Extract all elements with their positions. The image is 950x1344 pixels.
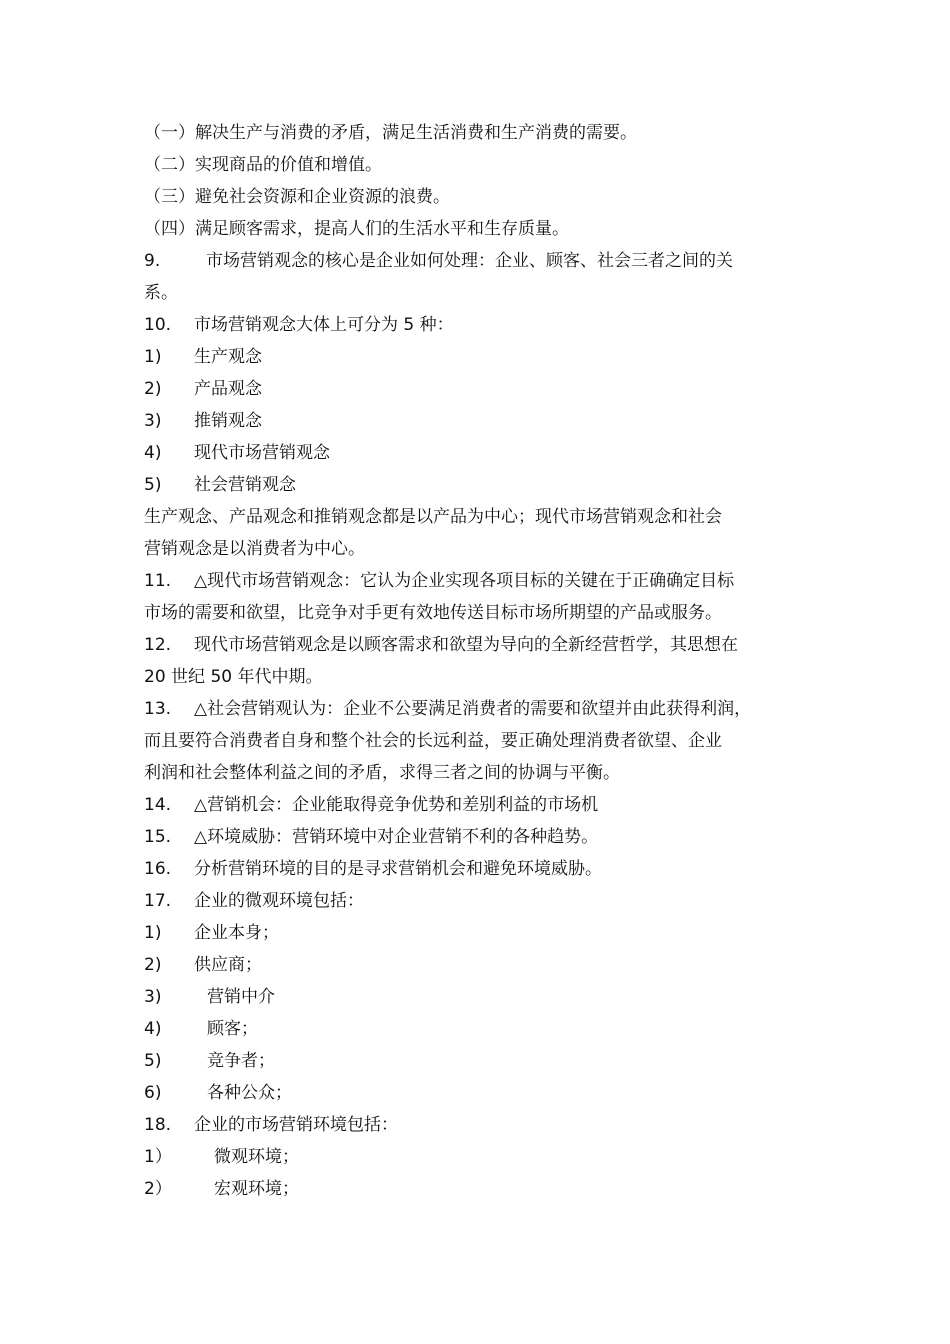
text-line xyxy=(144,501,824,533)
line-number: 18. xyxy=(144,1115,172,1135)
text-line xyxy=(144,533,824,565)
line-number: 1） xyxy=(144,1147,172,1167)
text-line xyxy=(144,117,824,149)
line-text: 生产观念、产品观念和推销观念都是以产品为中心；现代市场营销观念和社会 xyxy=(144,507,722,527)
text-line xyxy=(144,277,824,309)
line-number: 17. xyxy=(144,891,172,911)
line-text: △现代市场营销观念：它认为企业实现各项目标的关键在于正确确定目标 xyxy=(194,571,735,591)
line-number: 16. xyxy=(144,859,172,879)
line-text: 市场营销观念大体上可分为 5 种： xyxy=(194,315,454,335)
list-item xyxy=(144,405,824,437)
line-number: 2） xyxy=(144,1179,172,1199)
line-text: 供应商； xyxy=(194,955,262,975)
line-number: 14. xyxy=(144,795,172,815)
list-item xyxy=(144,1013,824,1045)
document-page xyxy=(144,117,824,1205)
line-number: 1) xyxy=(144,923,162,943)
line-number: 15. xyxy=(144,827,172,847)
text-line xyxy=(144,213,824,245)
line-text: 宏观环境； xyxy=(214,1179,299,1199)
line-text: 顾客； xyxy=(207,1019,258,1039)
line-number: 10. xyxy=(144,315,172,335)
line-text: 企业的微观环境包括： xyxy=(194,891,364,911)
line-text: 市场营销观念的核心是企业如何处理：企业、顾客、社会三者之间的关 xyxy=(206,251,733,271)
text-line xyxy=(144,181,824,213)
line-text: （一）解决生产与消费的矛盾，满足生活消费和生产消费的需要。 xyxy=(144,123,637,143)
line-text: 各种公众； xyxy=(207,1083,292,1103)
line-text: 推销观念 xyxy=(194,411,262,431)
line-text: 社会营销观念 xyxy=(194,475,296,495)
numbered-line xyxy=(144,1109,824,1141)
line-number: 11. xyxy=(144,571,172,591)
line-text: 竞争者； xyxy=(207,1051,275,1071)
line-number: 13. xyxy=(144,699,172,719)
line-number: 5) xyxy=(144,1051,162,1071)
line-text: （二）实现商品的价值和增值。 xyxy=(144,155,382,175)
list-item xyxy=(144,1077,824,1109)
line-text: 分析营销环境的目的是寻求营销机会和避免环境威胁。 xyxy=(194,859,602,879)
text-line xyxy=(144,661,824,693)
numbered-line xyxy=(144,629,824,661)
numbered-line xyxy=(144,885,824,917)
line-text: 企业本身； xyxy=(194,923,279,943)
line-text: 生产观念 xyxy=(194,347,262,367)
line-number: 1) xyxy=(144,347,162,367)
line-text: △环境威胁：营销环境中对企业营销不利的各种趋势。 xyxy=(194,827,599,847)
line-text: 市场的需要和欲望，比竞争对手更有效地传送目标市场所期望的产品或服务。 xyxy=(144,603,722,623)
line-number: 2) xyxy=(144,379,162,399)
numbered-line xyxy=(144,309,824,341)
numbered-line xyxy=(144,853,824,885)
line-text: 产品观念 xyxy=(194,379,262,399)
text-line xyxy=(144,149,824,181)
line-text: 营销观念是以消费者为中心。 xyxy=(144,539,365,559)
list-item xyxy=(144,1045,824,1077)
list-item xyxy=(144,949,824,981)
line-number: 3) xyxy=(144,411,162,431)
text-line xyxy=(144,757,824,789)
list-item xyxy=(144,917,824,949)
list-item xyxy=(144,1173,824,1205)
line-text: 微观环境； xyxy=(214,1147,299,1167)
list-item xyxy=(144,341,824,373)
text-line xyxy=(144,725,824,757)
numbered-line xyxy=(144,821,824,853)
line-number: 4) xyxy=(144,443,162,463)
line-number: 4) xyxy=(144,1019,162,1039)
line-text: （四）满足顾客需求，提高人们的生活水平和生存质量。 xyxy=(144,219,569,239)
line-number: 3) xyxy=(144,987,162,1007)
line-text: 利润和社会整体利益之间的矛盾，求得三者之间的协调与平衡。 xyxy=(144,763,620,783)
numbered-line xyxy=(144,245,824,277)
text-line xyxy=(144,597,824,629)
line-text: （三）避免社会资源和企业资源的浪费。 xyxy=(144,187,450,207)
line-text: 企业的市场营销环境包括： xyxy=(194,1115,398,1135)
line-text: 而且要符合消费者自身和整个社会的长远利益，要正确处理消费者欲望、企业 xyxy=(144,731,722,751)
numbered-line xyxy=(144,565,824,597)
line-text: 系。 xyxy=(144,283,178,303)
line-text: △营销机会：企业能取得竞争优势和差别利益的市场机 xyxy=(194,795,599,815)
list-item xyxy=(144,373,824,405)
line-text: △社会营销观认为：企业不公要满足消费者的需要和欲望并由此获得利润， xyxy=(194,699,752,719)
line-text: 现代市场营销观念是以顾客需求和欲望为导向的全新经营哲学，其思想在 xyxy=(194,635,738,655)
list-item xyxy=(144,1141,824,1173)
line-number: 5) xyxy=(144,475,162,495)
line-text: 营销中介 xyxy=(207,987,275,1007)
list-item xyxy=(144,437,824,469)
line-number: 2) xyxy=(144,955,162,975)
line-number: 6) xyxy=(144,1083,162,1103)
line-number: 9. xyxy=(144,251,161,271)
numbered-line xyxy=(144,789,824,821)
list-item xyxy=(144,469,824,501)
line-number: 12. xyxy=(144,635,172,655)
line-text: 现代市场营销观念 xyxy=(194,443,330,463)
list-item xyxy=(144,981,824,1013)
numbered-line xyxy=(144,693,824,725)
line-text: 20 世纪 50 年代中期。 xyxy=(144,667,323,687)
